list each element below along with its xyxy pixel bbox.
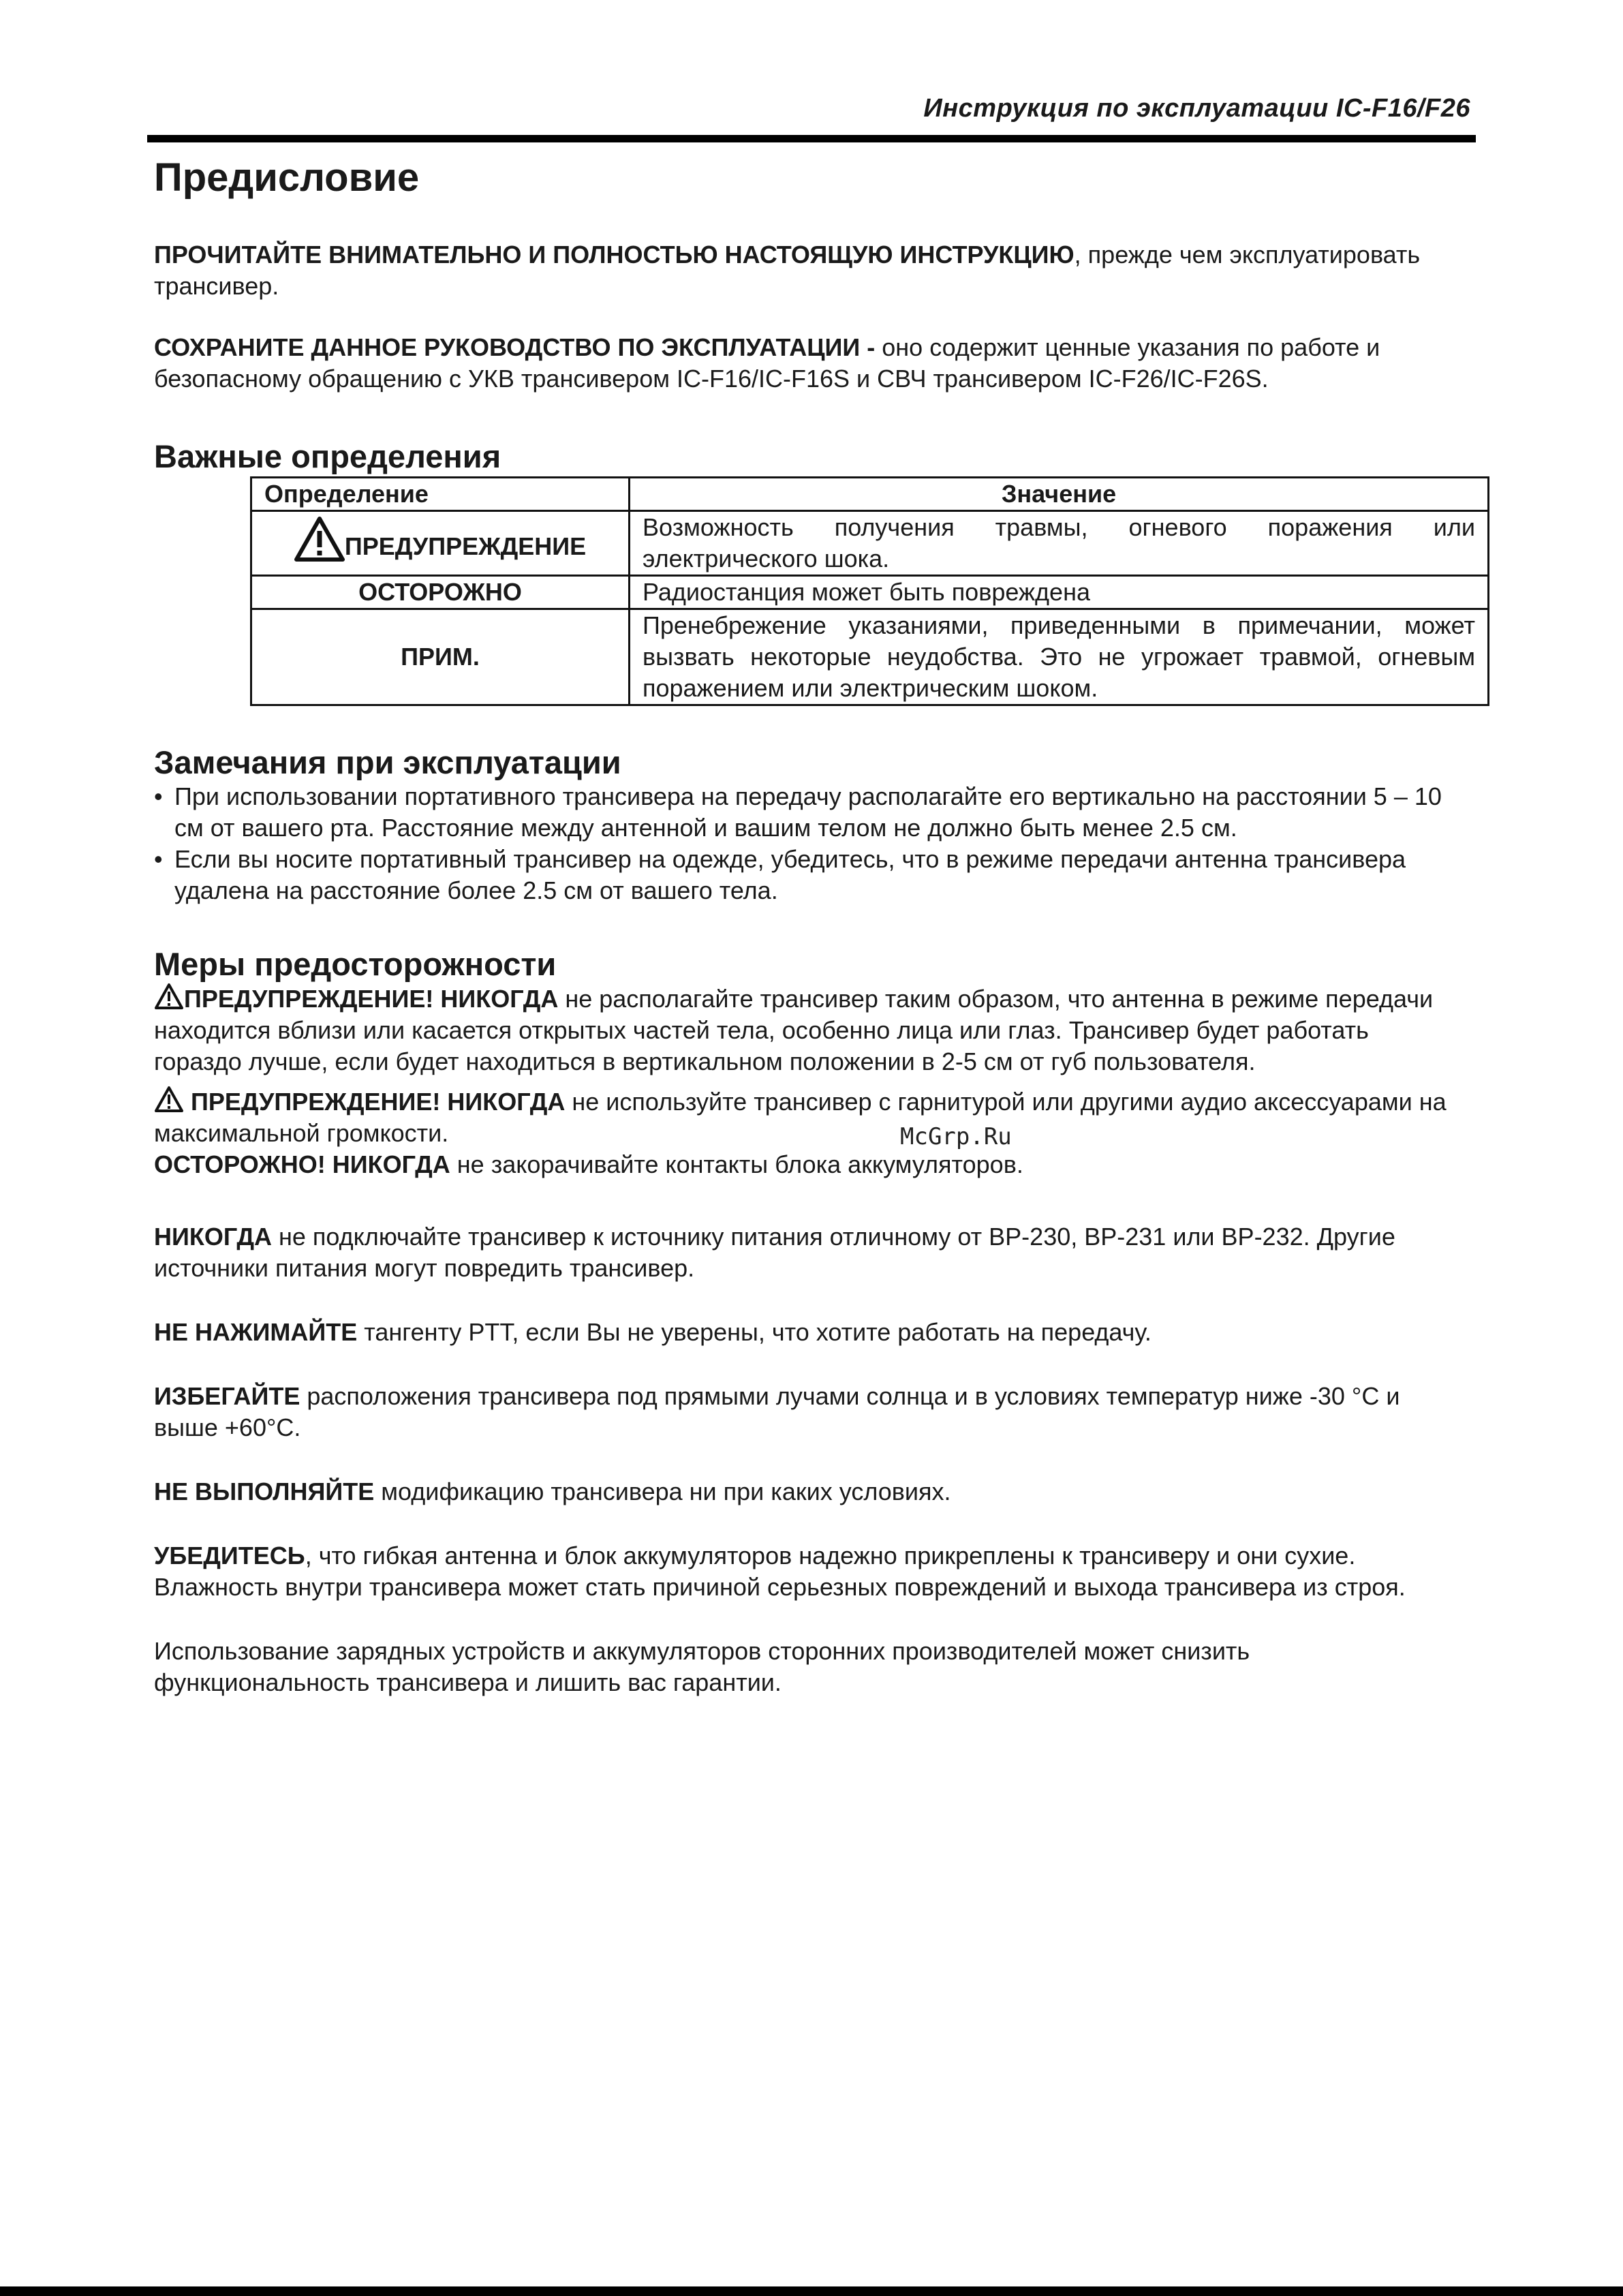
- term-caution: ОСТОРОЖНО: [251, 575, 630, 609]
- precaution-warning-1: [154, 983, 1462, 1077]
- term-warning: [251, 510, 630, 575]
- document-header: Инструкция по эксплуатации IC-F16/F26: [923, 94, 1470, 123]
- table-row: [251, 609, 1489, 705]
- meaning-warning: Возможность получения травмы, огневого поражения или электрического шока.: [630, 510, 1489, 575]
- precautions-heading: Меры предосторожности: [154, 945, 557, 982]
- definitions-column-term: Определение: [251, 477, 630, 510]
- definitions-table: [250, 476, 1489, 706]
- precaution-warning-2-bold: ПРЕДУПРЕЖДЕНИЕ! НИКОГДА: [191, 1087, 566, 1116]
- precaution-do-not-modify-text: модификацию трансивера ни при каких условиях.: [374, 1477, 951, 1505]
- intro-read-text: , прежде чем эксплуатировать трансивер.: [154, 240, 1421, 300]
- precaution-warning-2-text: не используйте трансивер с гарнитурой или другими аудио аксессуарами на максимальной громкости.: [154, 1087, 1447, 1147]
- page-title: Предисловие: [154, 155, 420, 200]
- table-row: [251, 510, 1489, 575]
- precaution-ensure: [154, 1540, 1462, 1603]
- precaution-ensure-bold: УБЕДИТЕСЬ: [154, 1541, 305, 1570]
- definitions-header-row: [251, 477, 1489, 510]
- table-row: [251, 575, 1489, 609]
- meaning-caution: Радиостанция может быть повреждена: [630, 575, 1489, 609]
- document-content: [154, 155, 1475, 1698]
- footer-rule: [0, 2286, 1623, 2296]
- definitions-column-meaning: Значение: [630, 477, 1489, 510]
- precaution-caution: [154, 1149, 1462, 1180]
- intro-paragraph-read: [154, 239, 1462, 302]
- precaution-do-not-modify: [154, 1476, 1462, 1507]
- precaution-never-connect: [154, 1221, 1462, 1284]
- precaution-caution-text: не закорачивайте контакты блока аккумуляторов.: [450, 1150, 1023, 1178]
- precaution-never-connect-bold: НИКОГДА: [154, 1222, 273, 1251]
- remarks-list: [154, 781, 1462, 906]
- precaution-warning-1-text: не располагайте трансивер таким образом, что антенна в режиме передачи находится вблизи или касается открытых частей тела, особенно лица или глаз. Трансивер будет работать гораздо лучше, если будет находиться в вертикальном положении в 2-5 см от губ пользователя.: [154, 984, 1434, 1075]
- term-warning-label: ПРЕДУПРЕЖДЕНИЕ: [344, 532, 587, 561]
- intro-save-text: оно содержит ценные указания по работе и безопасному обращению с УКВ трансивером IC-F16/IC-F16S и СВЧ трансивером IC-F26/IC-F26S.: [154, 333, 1380, 393]
- intro-read-bold: ПРОЧИТАЙТЕ ВНИМАТЕЛЬНО И ПОЛНОСТЬЮ НАСТОЯЩУЮ ИНСТРУКЦИЮ: [154, 240, 1075, 269]
- precaution-never-connect-text: не подключайте трансивер к источнику питания отличному от BP-230, BP-231 или BP-232. Другие источники питания могут повредить трансивер.: [154, 1222, 1395, 1282]
- remarks-heading: Замечания при эксплуатации: [154, 744, 621, 780]
- document-page: [154, 0, 1475, 2296]
- header-rule: [147, 135, 1476, 142]
- precaution-caution-bold: ОСТОРОЖНО! НИКОГДА: [154, 1150, 450, 1178]
- precaution-ensure-text: , что гибкая антенна и блок аккумуляторов надежно прикреплены к трансиверу и они сухие. Влажность внутри трансивера может стать причиной серьезных повреждений и выхода трансивера из строя.: [154, 1541, 1406, 1601]
- precaution-do-not-press-bold: НЕ НАЖИМАЙТЕ: [154, 1317, 358, 1346]
- warning-triangle-icon: [154, 1088, 184, 1116]
- precaution-warning-1-bold: ПРЕДУПРЕЖДЕНИЕ! НИКОГДА: [184, 984, 559, 1013]
- warning-triangle-icon: [154, 985, 184, 1013]
- precaution-warning-2: [154, 1086, 1462, 1149]
- watermark-text: McGrp.Ru: [900, 1123, 1012, 1150]
- definitions-heading: Важные определения: [154, 438, 501, 474]
- precaution-third-party: Использование зарядных устройств и аккумуляторов сторонних производителей может снизить функциональность трансивера и лишить вас гарантии.: [154, 1636, 1250, 1696]
- meaning-note: Пренебрежение указаниями, приведенными в примечании, может вызвать некоторые неудобства. Это не угрожает травмой, огневым поражением или электрическим шоком.: [630, 609, 1489, 705]
- term-note: ПРИМ.: [251, 609, 630, 705]
- warning-triangle-icon: [294, 516, 345, 562]
- precaution-do-not-modify-bold: НЕ ВЫПОЛНЯЙТЕ: [154, 1477, 375, 1505]
- precaution-avoid-bold: ИЗБЕГАЙТЕ: [154, 1381, 300, 1410]
- precaution-avoid: [154, 1381, 1462, 1443]
- list-item: • Если вы носите портативный трансивер на одежде, убедитесь, что в режиме передачи антенна трансивера удалена на расстояние более 2.5 см от вашего тела.: [154, 844, 1462, 906]
- precaution-do-not-press-text: тангенту PTT, если Вы не уверены, что хотите работать на передачу.: [357, 1317, 1151, 1346]
- precaution-avoid-text: расположения трансивера под прямыми лучами солнца и в условиях температур ниже -30 °C и выше +60°C.: [154, 1381, 1400, 1441]
- intro-paragraph-save: [154, 332, 1462, 395]
- intro-save-bold: СОХРАНИТЕ ДАННОЕ РУКОВОДСТВО ПО ЭКСПЛУАТАЦИИ -: [154, 333, 876, 361]
- list-item: • При использовании портативного трансивера на передачу располагайте его вертикально на расстоянии 5 – 10 см от вашего рта. Расстояние между антенной и вашим телом не должно быть менее 2.5 см.: [154, 781, 1462, 844]
- precaution-do-not-press: [154, 1317, 1462, 1348]
